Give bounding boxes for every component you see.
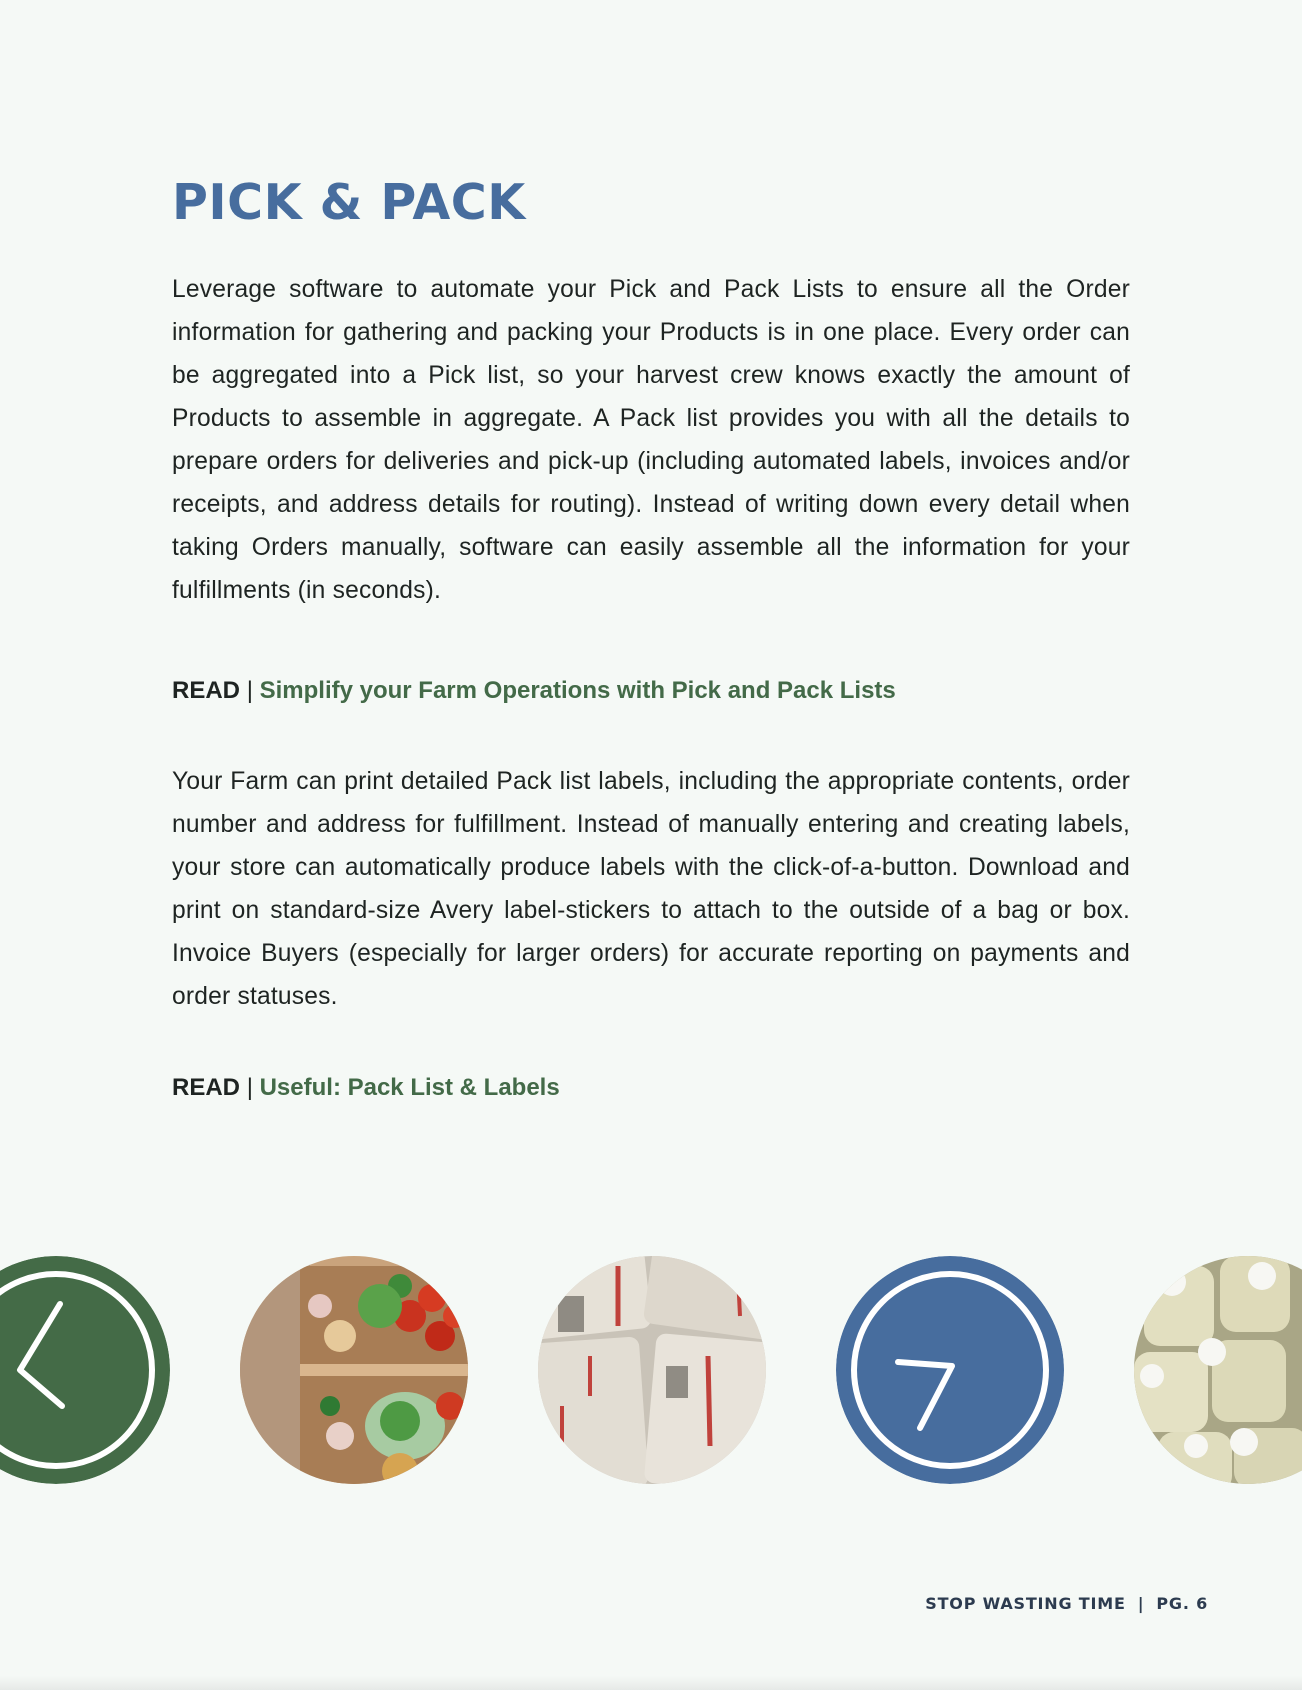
main-content xyxy=(172,268,1130,1103)
read-separator: | xyxy=(246,677,253,704)
read-label: READ xyxy=(172,1074,241,1101)
vegetable-boxes-photo xyxy=(240,1256,468,1484)
milk-jugs-photo xyxy=(1134,1256,1302,1484)
page-number: PG. 6 xyxy=(1156,1594,1208,1613)
paragraph-pack-list-labels: Your Farm can print detailed Pack list labels, including the appropriate contents, order number and address for fulfillment. Instead of manually entering and creating labels, your store can automatically produce labels with the click-of-a-button. Download and print on standard-size Avery label-stickers to attach to the outside of a bag or box. Invoice Buyers (especially for larger orders) for accurate reporting on payments and order statuses. xyxy=(172,768,1130,1010)
read-link-row-2 xyxy=(172,1073,1130,1103)
page-footer xyxy=(925,1594,1208,1613)
green-clock-icon xyxy=(0,1256,170,1484)
read-separator: | xyxy=(246,1074,253,1101)
footer-separator: | xyxy=(1137,1594,1145,1613)
ground-beef-packages-photo xyxy=(538,1256,766,1484)
simplify-farm-operations-link[interactable]: Simplify your Farm Operations with Pick and Pack Lists xyxy=(259,677,896,704)
blue-clock-icon xyxy=(836,1256,1064,1484)
footer-title: STOP WASTING TIME xyxy=(925,1594,1126,1613)
page-bottom-edge xyxy=(0,1676,1302,1690)
read-label: READ xyxy=(172,677,241,704)
read-link-row-1 xyxy=(172,676,1130,706)
paragraph-pick-pack-lists: Leverage software to automate your Pick and Pack Lists to ensure all the Order information for gathering and packing your Products is in one place. Every order can be aggregated into a Pick list, so your harvest crew knows exactly the amount of Products to assemble in aggregate. A Pack list provides you with all the details to prepare orders for deliveries and pick-up (including automated labels, invoices and/or receipts, and address details for routing). Instead of writing down every detail when taking Orders manually, software can easily assemble all the information for your fulfillments (in seconds). xyxy=(172,276,1130,604)
pack-list-labels-link[interactable]: Useful: Pack List & Labels xyxy=(259,1074,560,1101)
page-title: PICK & PACK xyxy=(172,174,526,231)
